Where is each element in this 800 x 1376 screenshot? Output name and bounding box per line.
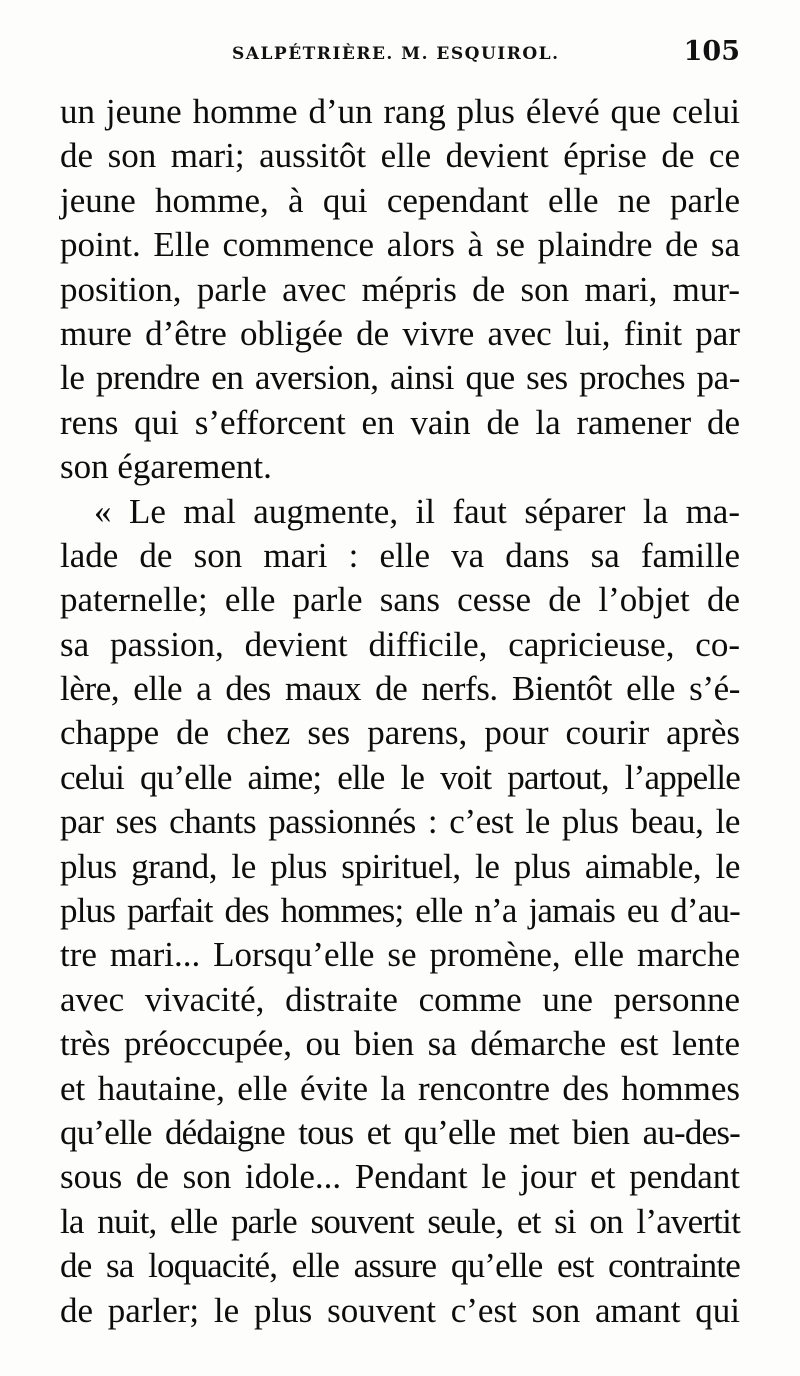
text-line: plus grand, le plus spirituel, le plus aimable, le [60,846,740,886]
text-line: lade de son mari : elle va dans sa famille [60,535,740,575]
text-line: sa passion, devient difficile, capricieuse, co- [60,624,740,664]
text-line: de parler; le plus souvent c’est son amant qui [60,1290,740,1330]
text-line: point. Elle commence alors à se plaindre de sa [60,225,740,265]
text-line: rens qui s’efforcent en vain de la ramener de [60,402,740,442]
text-line: position, parle avec mépris de son mari, mur- [60,269,740,309]
body-text [60,90,740,1333]
text-line: mure d’être obligée de vivre avec lui, finit par [60,313,740,353]
text-line: celui qu’elle aime; elle le voit partout, l’appelle [60,757,740,797]
text-line: lère, elle a des maux de nerfs. Bientôt elle s’é- [60,669,740,709]
text-line: par ses chants passionnés : c’est le plus beau, le [60,802,740,842]
text-line: le prendre en aversion, ainsi que ses proches pa- [60,358,740,398]
text-line: qu’elle dédaigne tous et qu’elle met bien au-des- [60,1112,740,1152]
text-line: tre mari... Lorsqu’elle se promène, elle marche [60,935,740,975]
text-line: très préoccupée, ou bien sa démarche est lente [60,1024,740,1064]
text-line: de son mari; aussitôt elle devient éprise de ce [60,136,740,176]
text-line: jeune homme, à qui cependant elle ne parle [60,180,740,220]
running-head: SALPÉTRIÈRE. M. ESQUIROL. [232,44,560,64]
text-line: son égarement. [60,447,272,487]
text-line: avec vivacité, distraite comme une personne [60,979,740,1019]
text-line: « Le mal augmente, il faut séparer la ma- [94,491,740,531]
text-line: paternelle; elle parle sans cesse de l’objet de [60,580,740,620]
text-line: plus parfait des hommes; elle n’a jamais eu d’au- [60,891,740,931]
text-line: un jeune homme d’un rang plus élevé que celui [60,92,740,131]
page-header [60,34,740,74]
text-line: sous de son idole... Pendant le jour et pendant [60,1157,740,1197]
page-number: 105 [683,36,740,67]
text-line: chappe de chez ses parens, pour courir après [60,713,740,753]
text-line: de sa loquacité, elle assure qu’elle est contrainte [60,1246,740,1286]
text-line: la nuit, elle parle souvent seule, et si on l’avertit [60,1201,740,1241]
text-line: et hautaine, elle évite la rencontre des hommes [60,1068,740,1108]
